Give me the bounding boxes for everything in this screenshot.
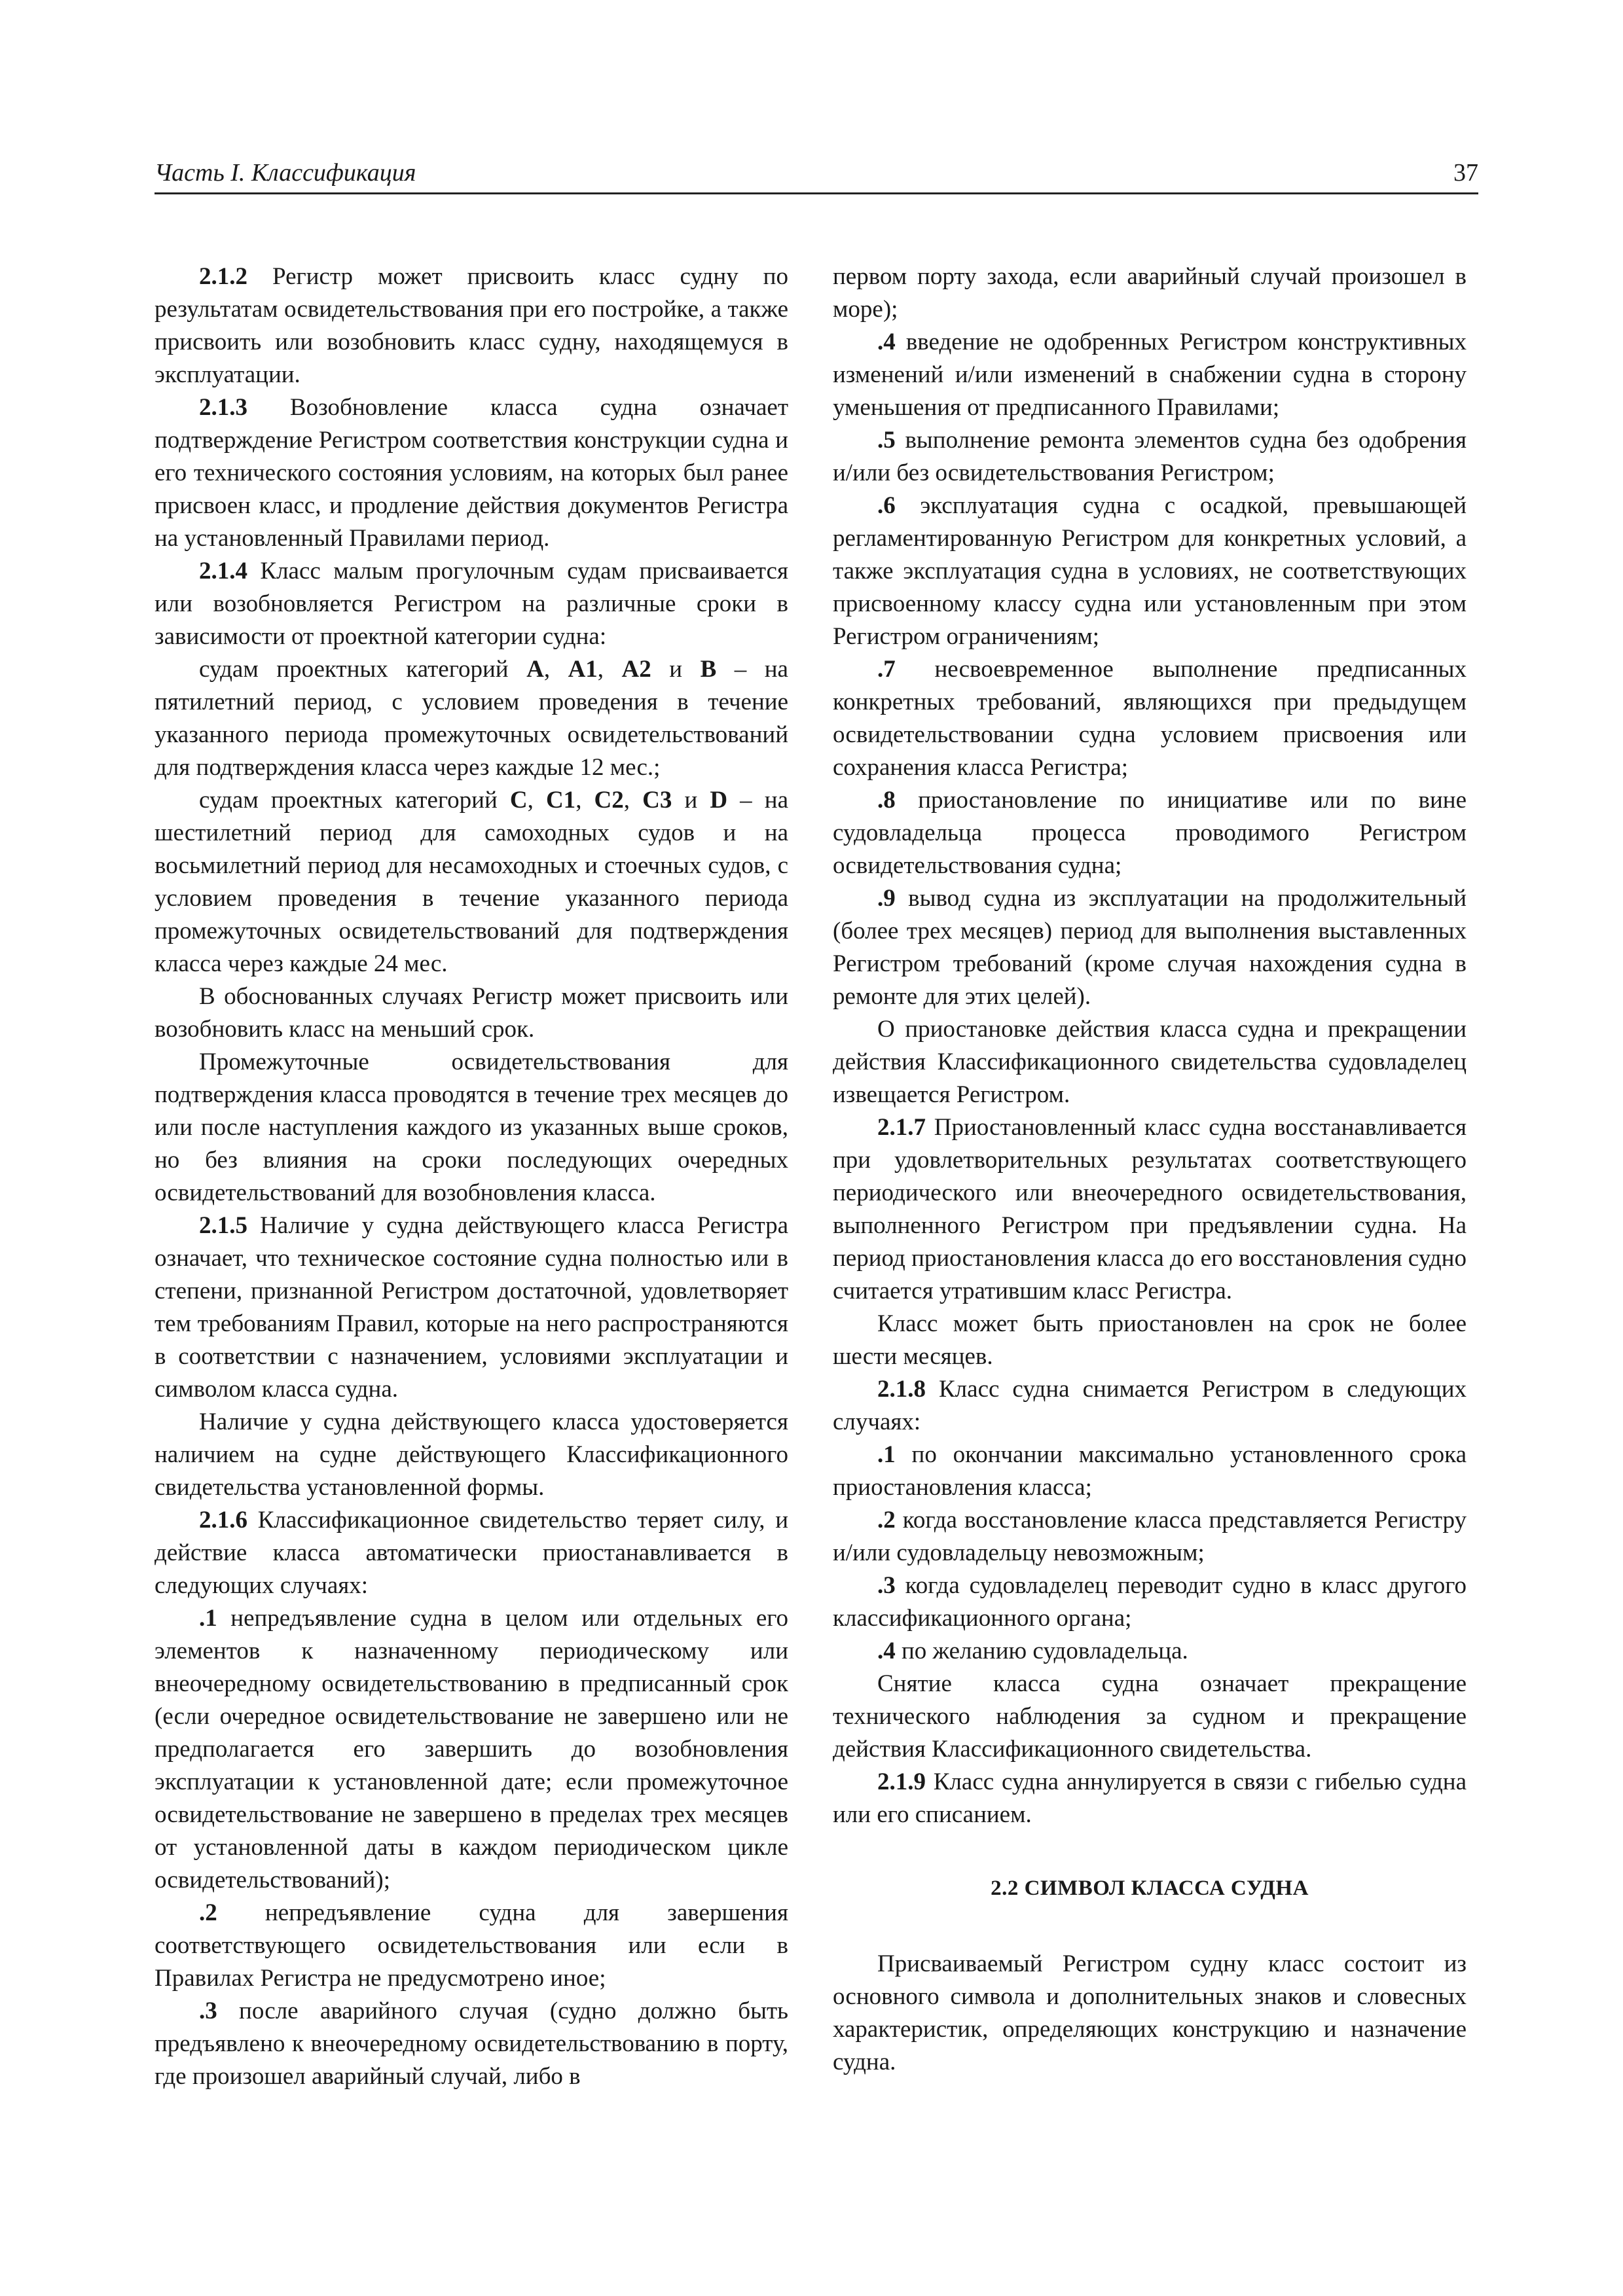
- item-number: .9: [877, 885, 896, 912]
- clause-number: 2.1.4: [199, 558, 247, 584]
- paragraph-withdrawal-meaning: Снятие класса судна означает прекращение технического наблюдения за судном и прекращение действия Классификационного свидетельства.: [833, 1670, 1467, 1763]
- category-a: A: [526, 656, 544, 683]
- running-title: Часть I. Классификация: [155, 159, 416, 187]
- paragraph-2-1-4: 2.1.4 Класс малым прогулочным судам присваивается или возобновляется Регистром на различные сроки в зависимости от проектной категории судна:: [155, 558, 788, 650]
- item-number: .1: [199, 1605, 217, 1632]
- list-item-4: .4 введение не одобренных Регистром конструктивных изменений и/или изменений в снабжении судна в сторону уменьшения от предписанного Правилами;: [833, 329, 1467, 421]
- paragraph-2-1-9: 2.1.9 Класс судна аннулируется в связи с гибелью судна или его списанием.: [833, 1768, 1467, 1828]
- list-item-7: .7 несвоевременное выполнение предписанных конкретных требований, являющихся при предыдущем освидетельствовании судна условием присвоения или сохранения класса Регистра;: [833, 656, 1467, 781]
- clause-number: 2.1.2: [199, 263, 247, 290]
- item-number: .4: [877, 1638, 896, 1664]
- category-a1: A1: [568, 656, 598, 683]
- category-c: C: [509, 787, 528, 814]
- right-column: [833, 260, 1467, 2079]
- section-intro-paragraph: Присваиваемый Регистром судну класс состоит из основного символа и дополнительных знаков и словесных характеристик, определяющих конструкцию и назначение судна.: [833, 1950, 1467, 2075]
- list-item-1: .1 непредъявление судна в целом или отдельных его элементов к назначенному периодическому или внеочередному освидетельствованию в предписанный срок (если очередное освидетельствование не завершено или не предполагается его завершить до возобновления эксплуатации к установленной дате; если промежуточное освидетельствование не завершено в пределах трех месяцев от установленной даты в каждом периодическом цикле освидетельствований);: [155, 1605, 788, 1893]
- item-number: .1: [877, 1441, 896, 1468]
- section-heading: 2.2 СИМВОЛ КЛАССА СУДНА: [991, 1876, 1309, 1900]
- paragraph-2-1-5: 2.1.5 Наличие у судна действующего класса Регистра означает, что техническое состояние судна полностью или в степени, признанной Регистром достаточной, удовлетворяет тем требованиям Правил, которые на него распространяются в соответствии с назначением, условиями эксплуатации и символом класса судна.: [155, 1212, 788, 1403]
- left-column: [155, 260, 788, 2093]
- item-number: .3: [877, 1572, 896, 1599]
- paragraph-categories-c-d: судам проектных категорий C, C1, C2, C3 и D – на шестилетний период для самоходных судов и на восьмилетний период для несамоходных и стоечных судов, с условием проведения в течение указанного периода промежуточных освидетельствований для подтверждения класса через каждые 24 мес.: [155, 787, 788, 977]
- list-item-3: .3 после аварийного случая (судно должно быть предъявлено к внеочередному освидетельствованию в порту, где произошел аварийный случай, либо в: [155, 1998, 788, 2090]
- category-c2: C2: [594, 787, 624, 814]
- clause-number: 2.1.6: [199, 1507, 247, 1534]
- item-number: .7: [877, 656, 896, 683]
- clause-number: 2.1.3: [199, 394, 247, 421]
- item-number: .3: [199, 1998, 217, 2024]
- page-number: 37: [1453, 159, 1478, 187]
- running-header: [155, 156, 1478, 194]
- clause-number: 2.1.8: [877, 1376, 926, 1403]
- clause-number: 2.1.7: [877, 1114, 926, 1141]
- paragraph-2-1-7: 2.1.7 Приостановленный класс судна восстанавливается при удовлетворительных результатах соответствующего периодического или внеочередного освидетельствования, выполненного Регистром при предъявлении судна. На период приостановления класса до его восстановления судно считается утратившим класс Регистра.: [833, 1114, 1467, 1304]
- withdrawal-item-1: .1 по окончании максимально установленного срока приостановления класса;: [833, 1441, 1467, 1501]
- list-item-2: .2 непредъявление судна для завершения соответствующего освидетельствования или если в Правилах Регистра не предусмотрено иное;: [155, 1899, 788, 1992]
- paragraph-categories-a-b: судам проектных категорий A, A1, A2 и B – на пятилетний период, с условием проведения в течение указанного периода промежуточных освидетельствований для подтверждения класса через каждые 12 мес.;: [155, 656, 788, 781]
- item-number: .2: [877, 1507, 896, 1534]
- paragraph-suspension-notice: О приостановке действия класса судна и прекращении действия Классификационного свидетельства судовладелец извещается Регистром.: [833, 1016, 1467, 1108]
- paragraph-intermediate-surveys: Промежуточные освидетельствования для подтверждения класса проводятся в течение трех месяцев до или после наступления каждого из указанных выше сроков, но без влияния на сроки последующих очередных освидетельствований для возобновления класса.: [155, 1049, 788, 1206]
- paragraph-2-1-8: 2.1.8 Класс судна снимается Регистром в следующих случаях:: [833, 1376, 1467, 1435]
- list-item-5: .5 выполнение ремонта элементов судна без одобрения и/или без освидетельствования Регистром;: [833, 427, 1467, 486]
- paragraph-suspension-term: Класс может быть приостановлен на срок не более шести месяцев.: [833, 1310, 1467, 1370]
- item-number: .4: [877, 329, 896, 355]
- list-item-8: .8 приостановление по инициативе или по вине судовладельца процесса проводимого Регистром освидетельствования судна;: [833, 787, 1467, 879]
- withdrawal-item-4: .4 по желанию судовладельца.: [877, 1638, 1188, 1664]
- list-item-9: .9 вывод судна из эксплуатации на продолжительный (более трех месяцев) период для выполнения выставленных Регистром требований (кроме случая нахождения судна в ремонте для этих целей).: [833, 885, 1467, 1010]
- item-number: .2: [199, 1899, 217, 1926]
- paragraph-2-1-3: 2.1.3 Возобновление класса судна означает подтверждение Регистром соответствия конструкции судна и его технического состояния условиям, на которых был ранее присвоен класс, и продление действия документов Регистра на установленный Правилами период.: [155, 394, 788, 552]
- list-item-3-continued: первом порту захода, если аварийный случай произошел в море);: [833, 263, 1467, 323]
- withdrawal-item-2: .2 когда восстановление класса представляется Регистру и/или судовладельцу невозможным;: [833, 1507, 1467, 1566]
- paragraph-shorter-term: В обоснованных случаях Регистр может присвоить или возобновить класс на меньший срок.: [155, 983, 788, 1043]
- item-number: .6: [877, 492, 896, 519]
- item-number: .8: [877, 787, 896, 814]
- category-c3: C3: [642, 787, 672, 814]
- paragraph-2-1-6: 2.1.6 Классификационное свидетельство теряет силу, и действие класса автоматически приостанавливается в следующих случаях:: [155, 1507, 788, 1599]
- category-b: B: [700, 656, 717, 683]
- clause-number: 2.1.9: [877, 1768, 926, 1795]
- paragraph-class-certificate: Наличие у судна действующего класса удостоверяется наличием на судне действующего Классификационного свидетельства установленной формы.: [155, 1408, 788, 1501]
- item-number: .5: [877, 427, 896, 454]
- list-item-6: .6 эксплуатация судна с осадкой, превышающей регламентированную Регистром для конкретных условий, а также эксплуатация судна в условиях, не соответствующих присвоенному классу судна или установленным при этом Регистром ограничениям;: [833, 492, 1467, 650]
- category-a2: A2: [621, 656, 651, 683]
- category-c1: C1: [545, 787, 576, 814]
- paragraph-2-1-2: 2.1.2 Регистр может присвоить класс судну по результатам освидетельствования при его постройке, а также присвоить или возобновить класс судну, находящемуся в эксплуатации.: [155, 263, 788, 388]
- withdrawal-item-3: .3 когда судовладелец переводит судно в класс другого классификационного органа;: [833, 1572, 1467, 1632]
- category-d: D: [710, 787, 728, 814]
- clause-number: 2.1.5: [199, 1212, 247, 1239]
